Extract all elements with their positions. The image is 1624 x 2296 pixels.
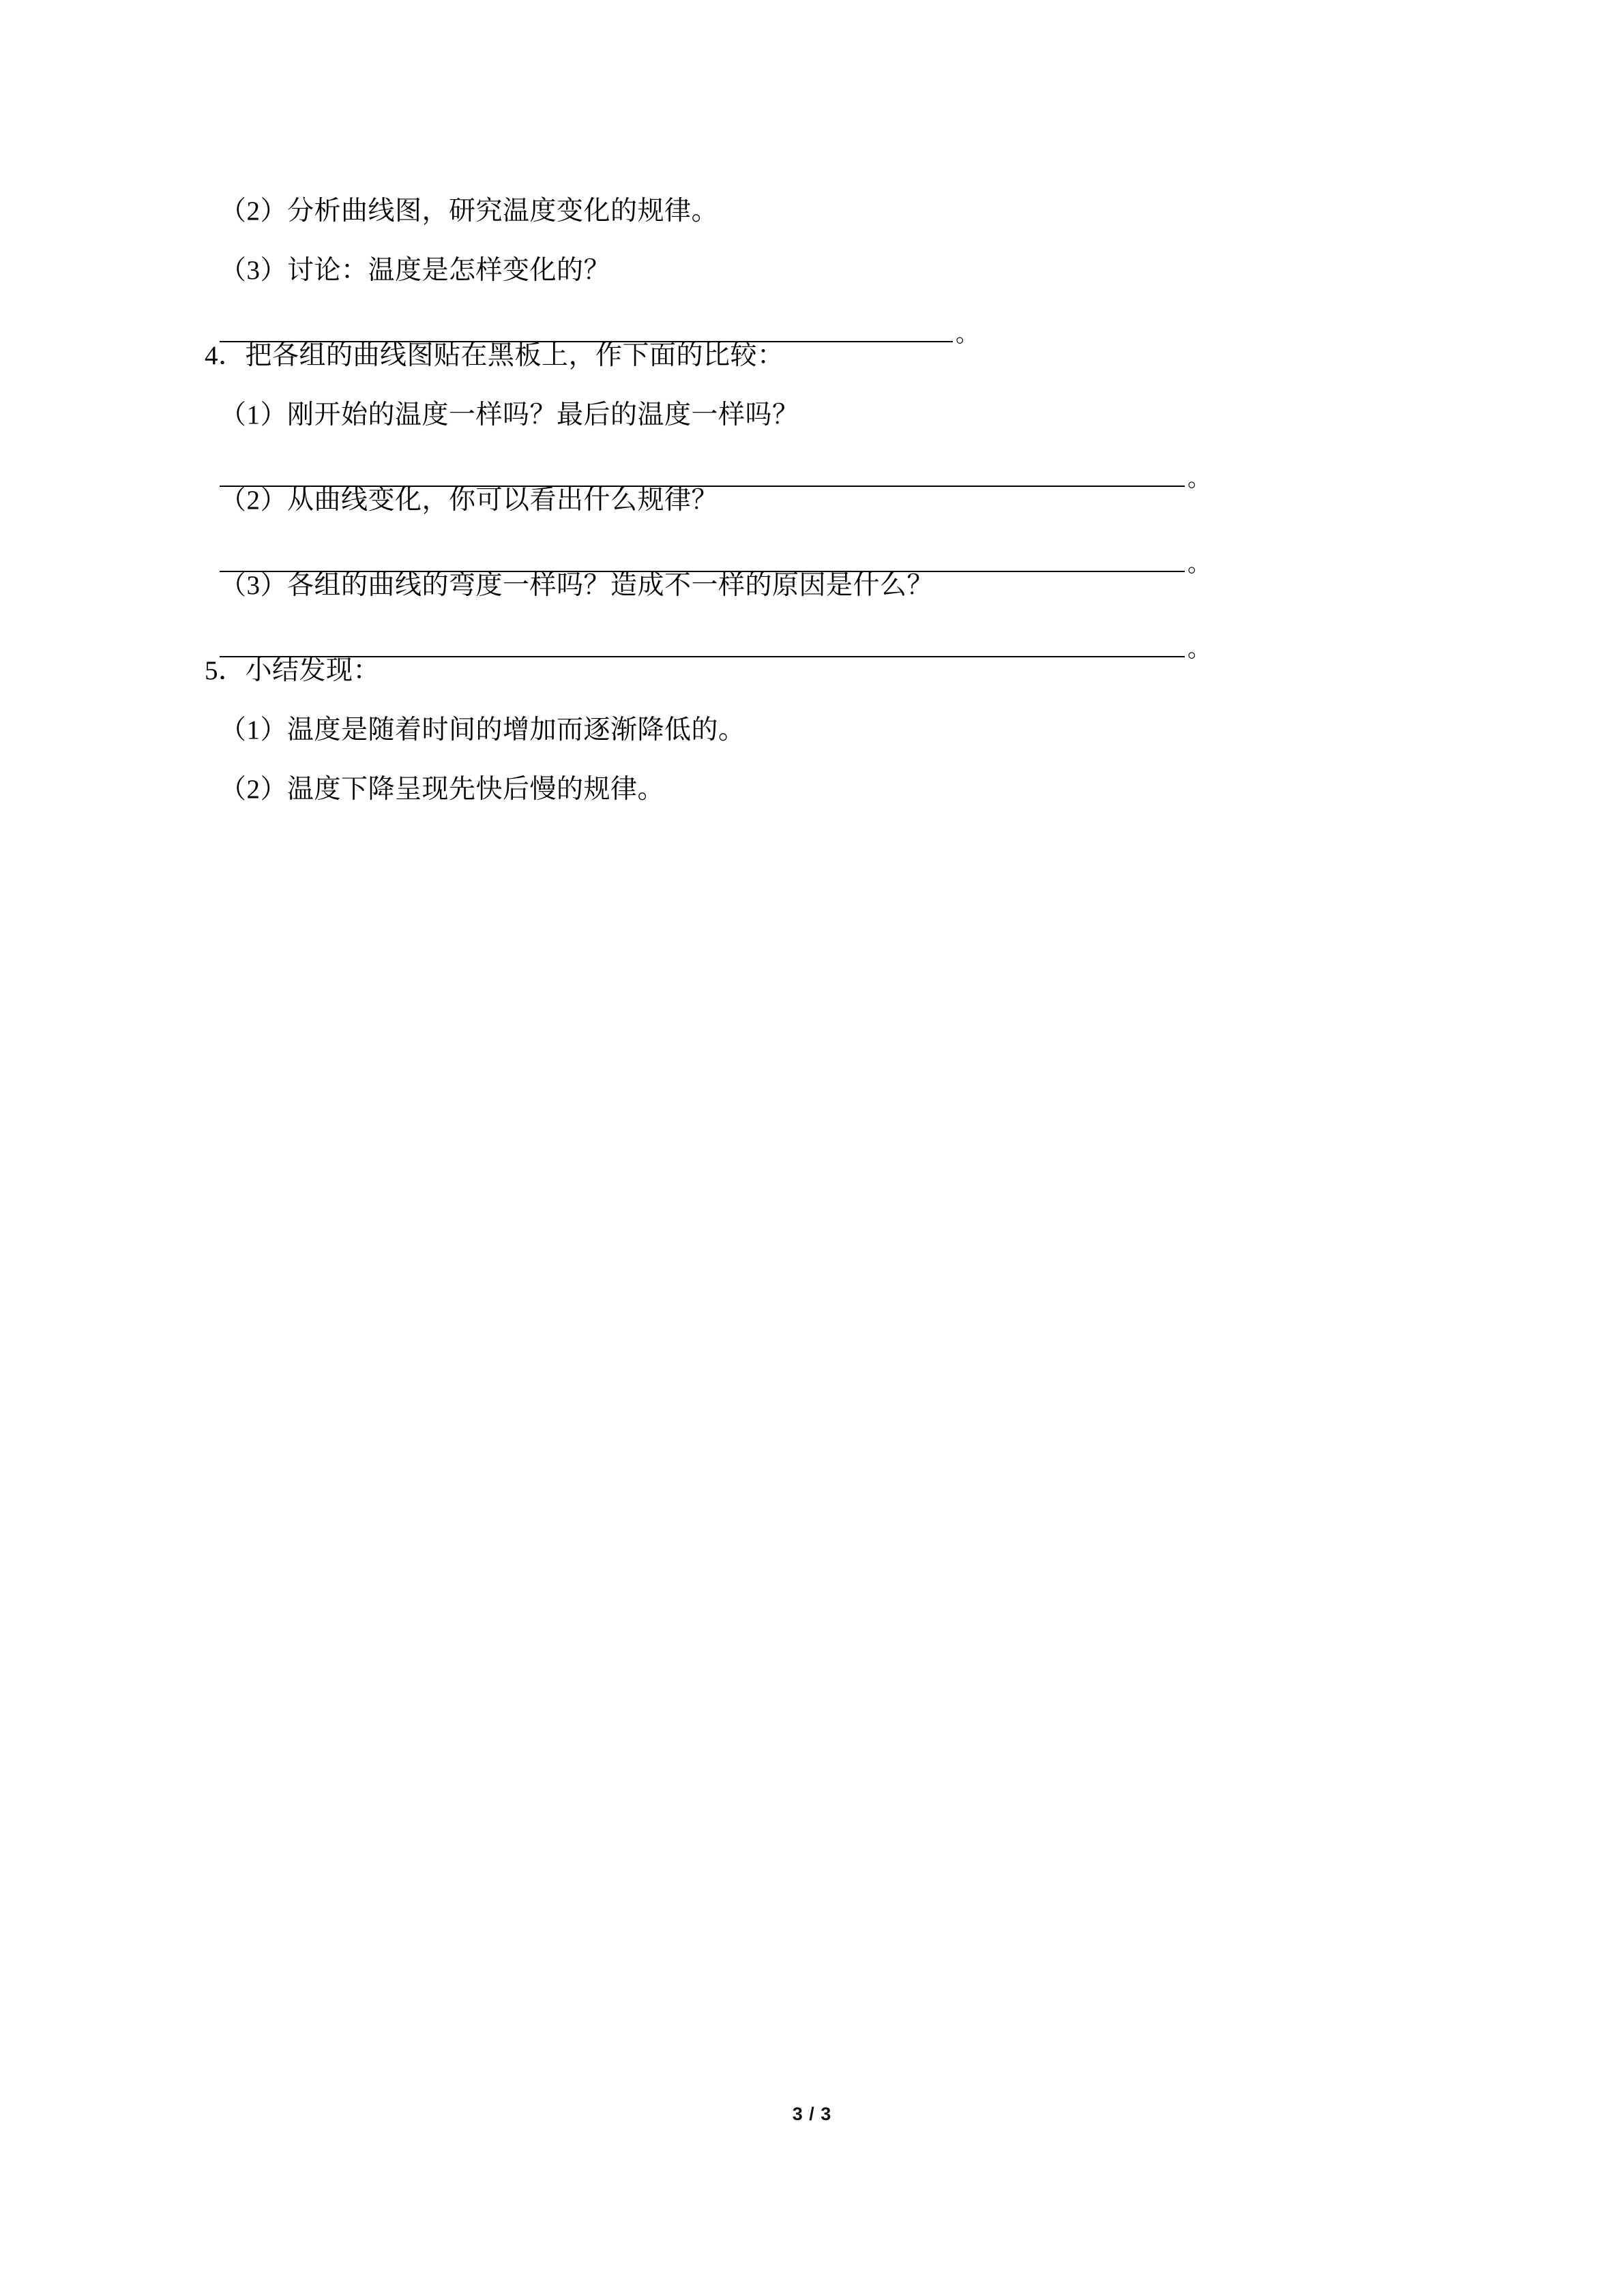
paragraph-5-1-conclusion: （1）温度是随着时间的增加而逐渐降低的。 xyxy=(220,715,745,745)
paragraph-4-3-question: （3）各组的曲线的弯度一样吗？造成不一样的原因是什么？ xyxy=(220,571,934,600)
paragraph-4-heading: 4．把各组的曲线图贴在黑板上，作下面的比较： xyxy=(205,341,784,370)
paragraph-4-2-question: （2）从曲线变化，你可以看出什么规律？ xyxy=(220,486,719,515)
paragraph-5-2-conclusion: （2）温度下降呈现先快后慢的规律。 xyxy=(220,775,665,804)
answer-period: 。 xyxy=(1187,466,1211,492)
answer-blank-4[interactable] xyxy=(205,599,1432,662)
answer-period: 。 xyxy=(1187,637,1211,662)
paragraph-3-discuss: （3）讨论：温度是怎样变化的？ xyxy=(220,256,611,285)
paragraph-4-1-question: （1）刚开始的温度一样吗？最后的温度一样吗？ xyxy=(220,400,799,430)
answer-blank-1[interactable] xyxy=(205,284,1432,347)
answer-blank-2[interactable] xyxy=(205,428,1432,492)
page-number: 3 / 3 xyxy=(792,2104,832,2124)
answer-blank-3[interactable] xyxy=(205,513,1432,577)
paragraph-2-analyze: （2）分析曲线图，研究温度变化的规律。 xyxy=(220,196,719,226)
document-body xyxy=(205,198,1432,803)
answer-period: 。 xyxy=(956,322,979,347)
spacer xyxy=(205,684,1432,717)
spacer xyxy=(205,369,1432,402)
answer-period: 。 xyxy=(1187,552,1211,577)
paragraph-5-heading: 5．小结发现： xyxy=(205,656,381,685)
spacer xyxy=(205,224,1432,257)
spacer xyxy=(205,743,1432,776)
